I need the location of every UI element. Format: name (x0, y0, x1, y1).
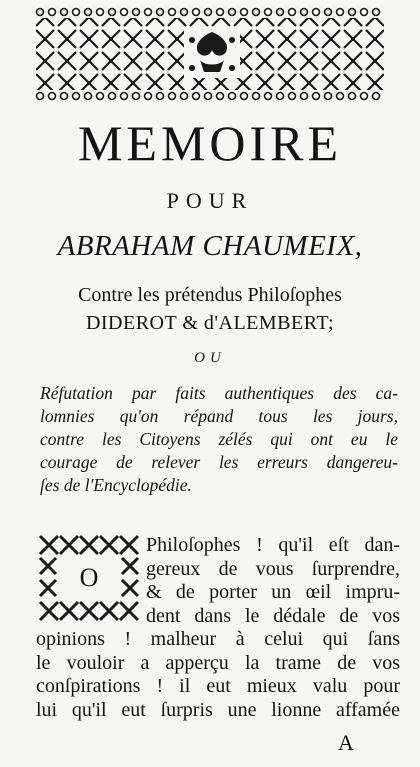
body-line: gereux de vous ſurprendre, (146, 557, 400, 580)
subtitle-contre: Contre les prétendus Philoſophes (78, 284, 342, 306)
body-line: Philoſophes ! qu'il eſt dan- (146, 534, 400, 556)
body-line: conſpirations ! il eut mieux valu pour (36, 675, 400, 697)
refutation-paragraph (40, 382, 398, 497)
refutation-line: courage de relever les erreurs dangereu- (40, 452, 398, 472)
body-line: lui qu'il eut ſurpris une lionne affamée (36, 698, 400, 721)
catchword-signature: A (338, 730, 354, 755)
refutation-line: contre les Citoyens zélés qui ont eu le (40, 429, 398, 449)
body-line: opinions ! malheur à celui qui ſans (36, 628, 400, 650)
pour-label: POUR (166, 188, 254, 213)
body-line: dent dans le dédale de vos (146, 604, 400, 627)
body-paragraph (36, 534, 400, 722)
body-line: & de porter un œil impru- (146, 581, 400, 603)
subtitle-names: DIDEROT & d'ALEMBERT; (85, 312, 335, 334)
dropcap-letter: O (79, 563, 99, 592)
refutation-line: Réfutation par faits authentiques des ca- (40, 383, 398, 403)
refutation-line: lomnies qu'on répand tous les jours, (40, 406, 398, 426)
body-line: le vouloir a apperçu la trame de vos (36, 651, 400, 674)
refutation-line: ſes de l'Encyclopédie. (40, 475, 192, 495)
page-title: MEMOIRE (77, 115, 343, 171)
headpiece-ornament-icon (34, 6, 386, 102)
author-name: ABRAHAM CHAUMEIX, (57, 230, 363, 262)
ou-separator: OU (194, 350, 226, 366)
